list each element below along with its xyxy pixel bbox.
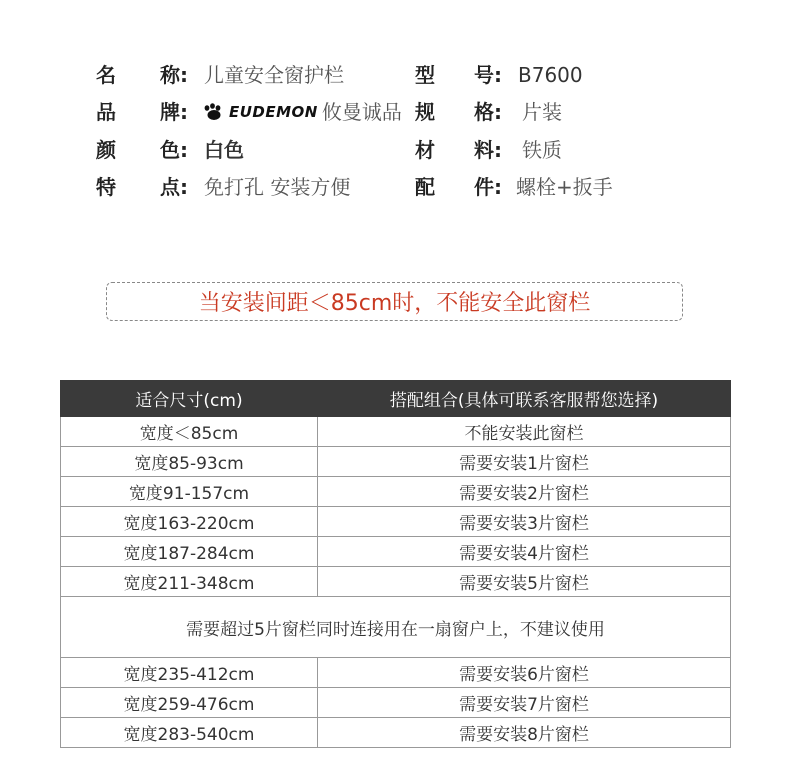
- spec-label: 料:: [474, 138, 502, 162]
- spec-value-spec: 片装: [522, 100, 562, 124]
- spec-value-brand: 攸曼诚品: [321, 100, 402, 124]
- table-row: [61, 688, 731, 718]
- cell-size: 宽度＜85cm: [61, 417, 318, 447]
- table-row: [61, 567, 731, 597]
- cell-combo: 需要安装1片窗栏: [318, 447, 731, 477]
- spec-label: 件:: [474, 175, 502, 199]
- table-row: [61, 507, 731, 537]
- spec-label: 型: [415, 63, 435, 87]
- spec-label: 规: [415, 100, 435, 124]
- table-note-row: [61, 597, 731, 658]
- spec-label: 色:: [160, 138, 188, 162]
- cell-combo: 需要安装3片窗栏: [318, 507, 731, 537]
- brand-logo: [203, 99, 402, 125]
- spec-label: 颜: [96, 138, 116, 162]
- spacing-notice: 当安装间距＜85cm时，不能安全此窗栏: [106, 282, 683, 321]
- spec-label: 称:: [160, 63, 188, 87]
- paw-icon: [203, 103, 225, 121]
- cell-combo: 需要安装7片窗栏: [318, 688, 731, 718]
- cell-combo: 需要安装2片窗栏: [318, 477, 731, 507]
- table-row: [61, 537, 731, 567]
- cell-size: 宽度235-412cm: [61, 658, 318, 688]
- cell-size: 宽度187-284cm: [61, 537, 318, 567]
- cell-size: 宽度211-348cm: [61, 567, 318, 597]
- table-row: [61, 417, 731, 447]
- table-row: [61, 718, 731, 748]
- cell-size: 宽度259-476cm: [61, 688, 318, 718]
- table-row: [61, 477, 731, 507]
- header-combo: 搭配组合(具体可联系客服帮您选择): [318, 381, 731, 417]
- cell-size: 宽度163-220cm: [61, 507, 318, 537]
- cell-combo: 需要安装4片窗栏: [318, 537, 731, 567]
- cell-size: 宽度283-540cm: [61, 718, 318, 748]
- cell-combo: 需要安装8片窗栏: [318, 718, 731, 748]
- cell-combo: 不能安装此窗栏: [318, 417, 731, 447]
- spec-label: 材: [415, 138, 435, 162]
- table-row: [61, 658, 731, 688]
- table-row: [61, 447, 731, 477]
- spec-value-name: 儿童安全窗护栏: [204, 63, 344, 87]
- cell-size: 宽度85-93cm: [61, 447, 318, 477]
- size-table: [60, 380, 731, 748]
- spec-label: 号:: [474, 63, 502, 87]
- brand-logo-text: EUDEMON: [229, 103, 318, 121]
- spec-label: 品: [96, 100, 116, 124]
- spec-value-color: 白色: [204, 138, 244, 162]
- table-header-row: [61, 381, 731, 417]
- spec-label: 点:: [160, 175, 188, 199]
- spec-value-model: B7600: [518, 63, 583, 87]
- cell-size: 宽度91-157cm: [61, 477, 318, 507]
- spec-value-accessory: 螺栓+扳手: [516, 175, 613, 199]
- cell-combo: 需要安装5片窗栏: [318, 567, 731, 597]
- spec-label: 名: [96, 63, 116, 87]
- spec-label: 配: [415, 175, 435, 199]
- spec-section: [0, 0, 790, 230]
- header-size: 适合尺寸(cm): [61, 381, 318, 417]
- table-note: 需要超过5片窗栏同时连接用在一扇窗户上，不建议使用: [61, 597, 731, 658]
- spec-value-feature: 免打孔 安装方便: [204, 175, 351, 199]
- spec-label: 牌:: [160, 100, 188, 124]
- spec-label: 格:: [474, 100, 502, 124]
- spec-label: 特: [96, 175, 116, 199]
- spec-value-material: 铁质: [522, 138, 562, 162]
- cell-combo: 需要安装6片窗栏: [318, 658, 731, 688]
